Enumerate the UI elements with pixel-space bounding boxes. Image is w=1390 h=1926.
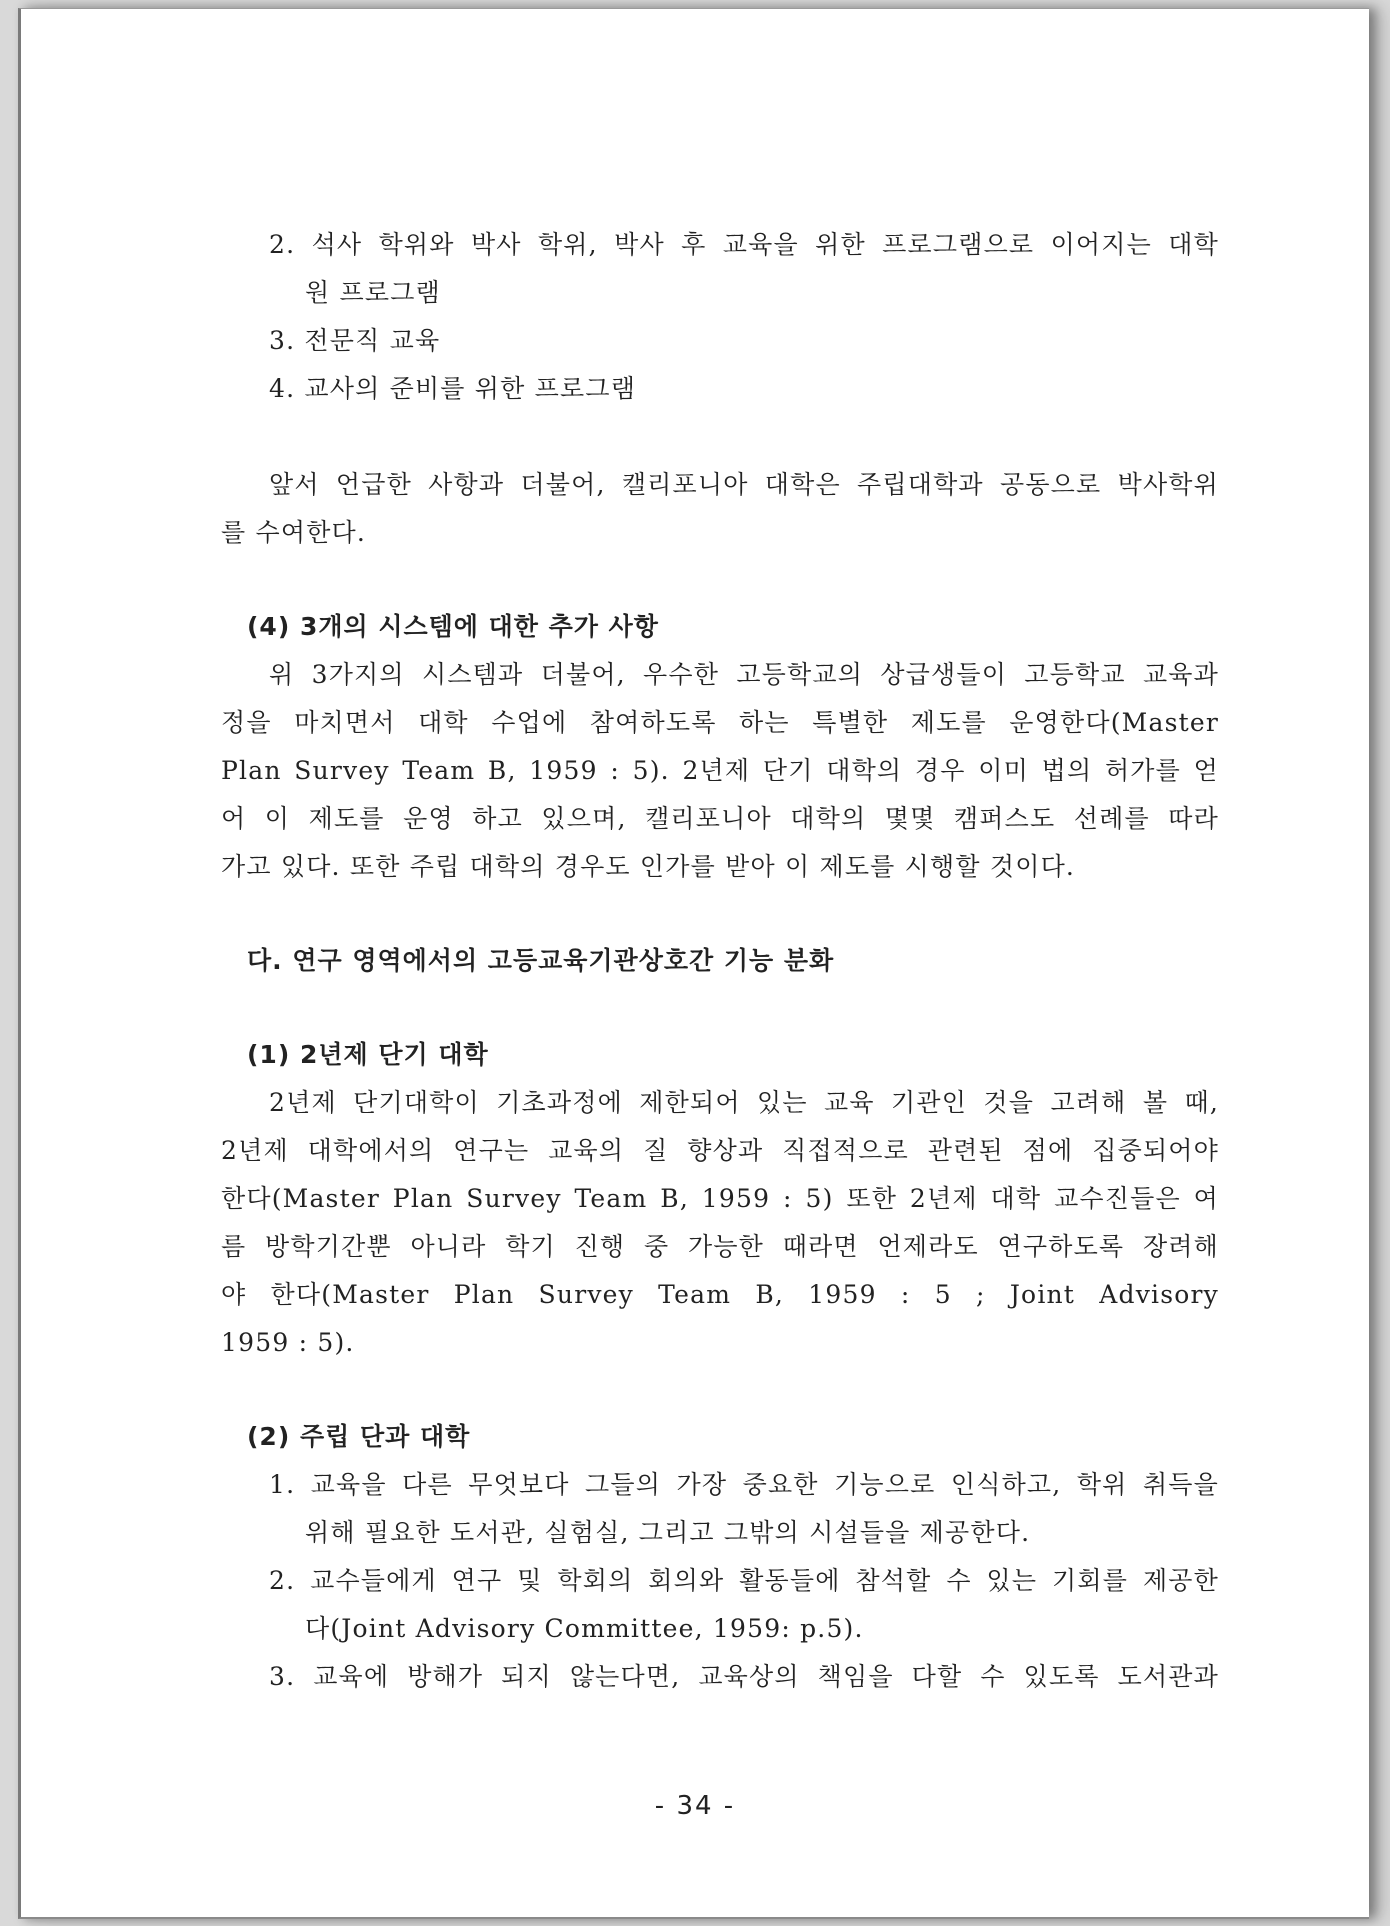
list-item-continuation: 다(Joint Advisory Committee, 1959: p.5). (305, 1614, 864, 1643)
paragraph-line: 야 한다(Master Plan Survey Team B, 1959 : 5 ; Joint Advisory (221, 1280, 1219, 1309)
paragraph-line: 1959 : 5). (221, 1328, 355, 1357)
paragraph-line: 정을 마치면서 대학 수업에 참여하도록 하는 특별한 제도를 운영한다(Master (221, 708, 1219, 737)
paragraph-line: 를 수여한다. (221, 518, 367, 547)
list-item-continuation: 위해 필요한 도서관, 실험실, 그리고 그밖의 시설들을 제공한다. (305, 1518, 1031, 1547)
section-heading: (4) 3개의 시스템에 대한 추가 사항 (247, 612, 659, 641)
paragraph-line: 한다(Master Plan Survey Team B, 1959 : 5) 또한 2년제 대학 교수진들은 여 (221, 1184, 1219, 1213)
section-heading: (1) 2년제 단기 대학 (247, 1040, 489, 1069)
paragraph-line: 어 이 제도를 운영 하고 있으며, 캘리포니아 대학의 몇몇 캠퍼스도 선례를 따라 (221, 804, 1219, 833)
section-heading: (2) 주립 단과 대학 (247, 1422, 471, 1451)
document-page (18, 8, 1369, 1919)
list-item-continuation: 원 프로그램 (305, 278, 441, 307)
paragraph-line: Plan Survey Team B, 1959 : 5). 2년제 단기 대학의 경우 이미 법의 허가를 얻 (221, 756, 1219, 785)
paragraph-line: 2년제 단기대학이 기초과정에 제한되어 있는 교육 기관인 것을 고려해 볼 때, (269, 1088, 1219, 1117)
paragraph-line: 가고 있다. 또한 주립 대학의 경우도 인가를 받아 이 제도를 시행할 것이다. (221, 852, 1076, 881)
list-item: 2. 교수들에게 연구 및 학회의 회의와 활동들에 참석할 수 있는 기회를 제공한 (269, 1566, 1219, 1595)
chapter-heading: 다. 연구 영역에서의 고등교육기관상호간 기능 분화 (247, 946, 835, 975)
list-item: 2. 석사 학위와 박사 학위, 박사 후 교육을 위한 프로그램으로 이어지는 대학 (269, 230, 1219, 259)
list-item: 1. 교육을 다른 무엇보다 그들의 가장 중요한 기능으로 인식하고, 학위 취득을 (269, 1470, 1219, 1499)
paragraph-line: 2년제 대학에서의 연구는 교육의 질 향상과 직접적으로 관련된 점에 집중되어야 (221, 1136, 1219, 1165)
paragraph-line: 위 3가지의 시스템과 더불어, 우수한 고등학교의 상급생들이 고등학교 교육과 (269, 660, 1219, 689)
page-content (221, 221, 1219, 1701)
list-item: 3. 전문직 교육 (269, 326, 441, 355)
paragraph-line: 름 방학기간뿐 아니라 학기 진행 중 가능한 때라면 언제라도 연구하도록 장려해 (221, 1232, 1219, 1261)
paragraph-line: 앞서 언급한 사항과 더불어, 캘리포니아 대학은 주립대학과 공동으로 박사학위 (269, 470, 1219, 499)
list-item: 3. 교육에 방해가 되지 않는다면, 교육상의 책임을 다할 수 있도록 도서관과 (269, 1662, 1219, 1691)
list-item: 4. 교사의 준비를 위한 프로그램 (269, 374, 637, 403)
page-number: - 34 - (654, 1791, 736, 1821)
